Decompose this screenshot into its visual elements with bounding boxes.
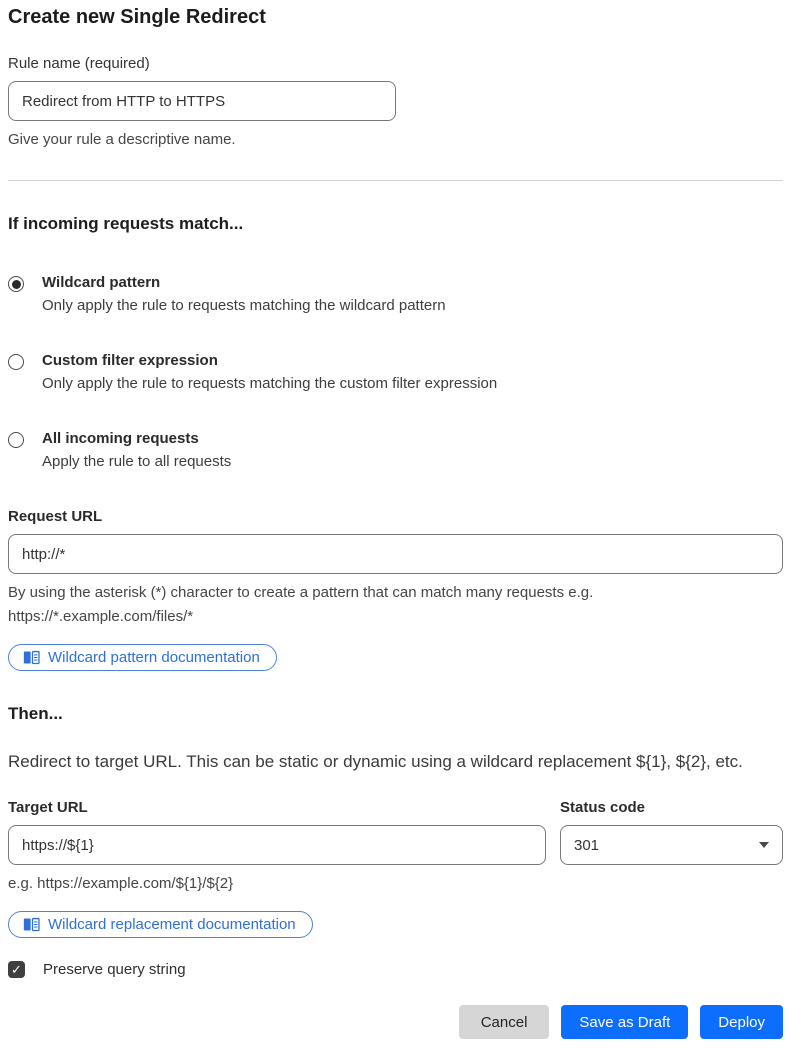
- chevron-down-icon: [759, 842, 769, 848]
- then-section-heading: Then...: [8, 704, 63, 723]
- radio-label: Wildcard pattern: [42, 274, 161, 291]
- radio-description: Apply the rule to all requests: [42, 453, 232, 470]
- preserve-query-label: Preserve query string: [43, 961, 186, 978]
- radio-description: Only apply the rule to requests matching the custom filter expression: [42, 375, 498, 392]
- request-url-help-line-2: https://*.example.com/files/*: [8, 608, 194, 625]
- page-title: Create new Single Redirect: [8, 6, 266, 28]
- radio-button-icon[interactable]: [8, 432, 24, 448]
- target-url-input[interactable]: [8, 825, 546, 865]
- match-section-heading: If incoming requests match...: [8, 214, 244, 233]
- status-code-value: 301: [574, 836, 600, 854]
- footer-actions: [8, 1005, 783, 1039]
- status-code-section: [560, 799, 783, 896]
- radio-label: Custom filter expression: [42, 352, 218, 369]
- radio-option-all-requests[interactable]: [8, 430, 783, 470]
- request-url-label: Request URL: [8, 508, 103, 525]
- wildcard-pattern-docs-button[interactable]: [8, 644, 277, 671]
- book-icon: [23, 650, 40, 665]
- save-as-draft-button[interactable]: Save as Draft: [561, 1005, 688, 1039]
- checkbox-checked-icon[interactable]: ✓: [8, 961, 25, 978]
- deploy-button[interactable]: Deploy: [700, 1005, 783, 1039]
- request-url-help: [8, 581, 783, 629]
- radio-button-icon[interactable]: [8, 354, 24, 370]
- match-type-radio-group: [8, 274, 783, 470]
- cancel-button[interactable]: Cancel: [459, 1005, 550, 1039]
- request-url-input[interactable]: [8, 534, 783, 574]
- target-url-label: Target URL: [8, 799, 88, 816]
- status-code-label: Status code: [560, 799, 646, 816]
- radio-label: All incoming requests: [42, 430, 199, 447]
- wildcard-replacement-docs-label: Wildcard replacement documentation: [48, 915, 296, 933]
- target-url-section: [8, 799, 546, 896]
- request-url-help-line-1: By using the asterisk (*) character to create a pattern that can match many requests e.g.: [8, 584, 594, 601]
- target-row: [8, 799, 783, 896]
- wildcard-replacement-docs-button[interactable]: [8, 911, 313, 938]
- request-url-section: [8, 508, 783, 671]
- rule-name-input[interactable]: [8, 81, 396, 121]
- radio-option-wildcard-pattern[interactable]: [8, 274, 783, 314]
- preserve-query-row[interactable]: [8, 961, 783, 978]
- rule-name-label: Rule name (required): [8, 55, 150, 72]
- target-url-help: e.g. https://example.com/${1}/${2}: [8, 875, 234, 892]
- status-code-select[interactable]: [560, 825, 783, 865]
- then-section-description: Redirect to target URL. This can be static or dynamic using a wildcard replacement ${1}, ${2}, etc.: [8, 752, 743, 771]
- radio-button-icon[interactable]: [8, 276, 24, 292]
- wildcard-pattern-docs-label: Wildcard pattern documentation: [48, 648, 260, 666]
- radio-description: Only apply the rule to requests matching the wildcard pattern: [42, 297, 446, 314]
- radio-option-custom-filter[interactable]: [8, 352, 783, 392]
- book-icon: [23, 917, 40, 932]
- rule-name-help: Give your rule a descriptive name.: [8, 131, 236, 148]
- rule-name-section: [8, 55, 783, 152]
- section-divider: [8, 180, 783, 181]
